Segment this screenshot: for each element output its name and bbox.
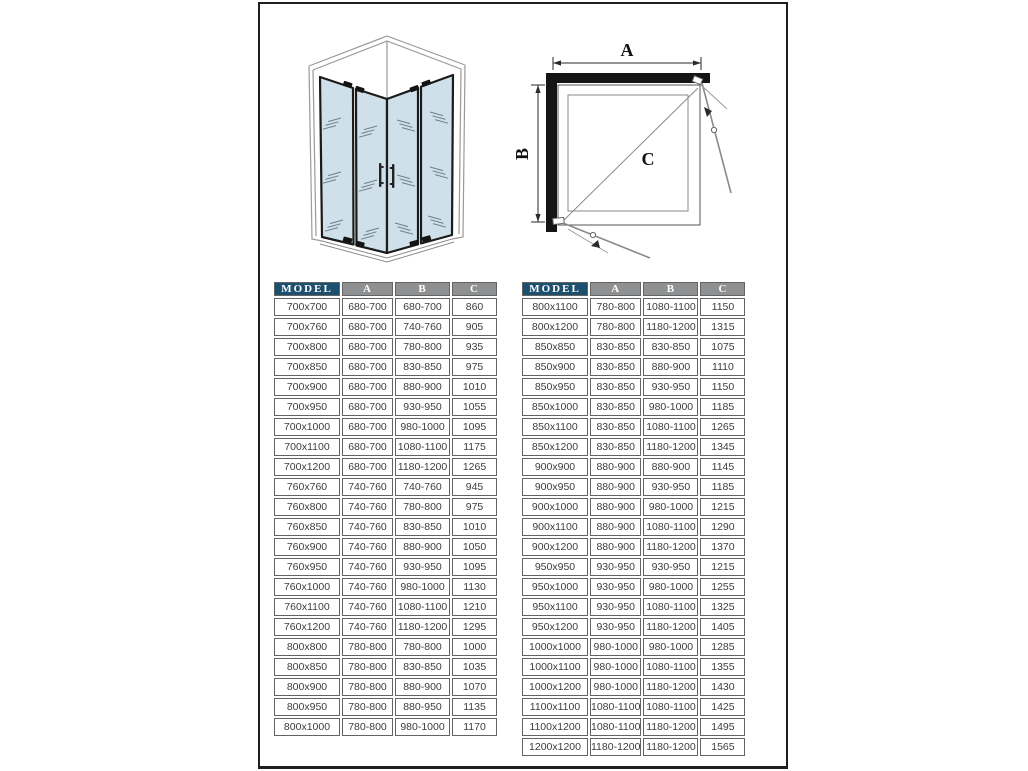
col-b-cell: 1080-1100 (643, 518, 698, 536)
col-b-cell: 1180-1200 (643, 738, 698, 756)
col-c-cell: 935 (452, 338, 497, 356)
col-a-cell: 680-700 (342, 438, 393, 456)
col-c-cell: 975 (452, 358, 497, 376)
model-cell: 700x800 (274, 338, 340, 356)
col-c-cell: 1425 (700, 698, 745, 716)
model-cell: 760x1100 (274, 598, 340, 616)
model-cell: 760x950 (274, 558, 340, 576)
col-a-cell: 780-800 (342, 638, 393, 656)
col-c-cell: 1215 (700, 498, 745, 516)
size-row (522, 598, 745, 616)
size-row (274, 338, 497, 356)
col-c-cell: 1285 (700, 638, 745, 656)
col-a-cell: 930-950 (590, 558, 641, 576)
model-cell: 850x1200 (522, 438, 588, 456)
size-row (522, 738, 745, 756)
col-b-cell: 1080-1100 (643, 298, 698, 316)
size-row (274, 318, 497, 336)
size-row (522, 538, 745, 556)
col-header-model: MODEL (522, 282, 588, 296)
col-c-cell: 1145 (700, 458, 745, 476)
left-outer-panel (320, 77, 354, 245)
size-row (274, 658, 497, 676)
col-a-cell: 780-800 (342, 718, 393, 736)
col-b-cell: 930-950 (395, 558, 450, 576)
col-c-cell: 1055 (452, 398, 497, 416)
col-a-cell: 1080-1100 (590, 718, 641, 736)
col-b-cell: 980-1000 (395, 718, 450, 736)
col-b-cell: 930-950 (643, 478, 698, 496)
col-c-cell: 1345 (700, 438, 745, 456)
size-row (522, 518, 745, 536)
tray-outline (568, 95, 688, 211)
col-c-cell: 1010 (452, 378, 497, 396)
col-a-cell: 740-760 (342, 538, 393, 556)
model-cell: 1000x1100 (522, 658, 588, 676)
model-cell: 850x900 (522, 358, 588, 376)
size-row (274, 638, 497, 656)
col-b-cell: 1180-1200 (643, 678, 698, 696)
col-b-cell: 880-950 (395, 698, 450, 716)
col-header-a: A (342, 282, 393, 296)
col-a-cell: 980-1000 (590, 678, 641, 696)
col-a-cell: 680-700 (342, 338, 393, 356)
model-cell: 1200x1200 (522, 738, 588, 756)
dimension-b (512, 85, 545, 222)
size-row (274, 458, 497, 476)
col-c-cell: 1315 (700, 318, 745, 336)
col-a-cell: 680-700 (342, 358, 393, 376)
model-cell: 760x1200 (274, 618, 340, 636)
col-b-cell: 740-760 (395, 478, 450, 496)
col-b-cell: 1180-1200 (643, 718, 698, 736)
col-b-cell: 1180-1200 (643, 438, 698, 456)
col-a-cell: 880-900 (590, 458, 641, 476)
col-a-cell: 740-760 (342, 518, 393, 536)
col-a-cell: 1180-1200 (590, 738, 641, 756)
size-row (274, 618, 497, 636)
model-cell: 1100x1200 (522, 718, 588, 736)
model-cell: 800x1100 (522, 298, 588, 316)
col-b-cell: 1180-1200 (643, 618, 698, 636)
model-cell: 950x1000 (522, 578, 588, 596)
col-a-cell: 780-800 (342, 658, 393, 676)
size-row (274, 358, 497, 376)
col-a-cell: 780-800 (590, 298, 641, 316)
model-cell: 900x1200 (522, 538, 588, 556)
col-a-cell: 830-850 (590, 438, 641, 456)
col-a-cell: 830-850 (590, 378, 641, 396)
col-c-cell: 1135 (452, 698, 497, 716)
model-cell: 760x850 (274, 518, 340, 536)
col-c-cell: 1070 (452, 678, 497, 696)
size-row (522, 658, 745, 676)
col-c-cell: 1185 (700, 478, 745, 496)
col-header-model: MODEL (274, 282, 340, 296)
model-cell: 900x900 (522, 458, 588, 476)
label-b: B (512, 147, 532, 161)
col-a-cell: 830-850 (590, 418, 641, 436)
col-b-cell: 930-950 (643, 378, 698, 396)
col-a-cell: 930-950 (590, 618, 641, 636)
col-a-cell: 830-850 (590, 398, 641, 416)
col-c-cell: 1265 (700, 418, 745, 436)
shower-enclosure-isometric-drawing (280, 22, 500, 268)
size-row (522, 618, 745, 636)
col-a-cell: 880-900 (590, 538, 641, 556)
col-c-cell: 1255 (700, 578, 745, 596)
col-b-cell: 780-800 (395, 338, 450, 356)
size-row (522, 698, 745, 716)
size-row (522, 498, 745, 516)
col-c-cell: 1150 (700, 378, 745, 396)
size-row (274, 718, 497, 736)
size-row (274, 598, 497, 616)
col-a-cell: 740-760 (342, 478, 393, 496)
model-cell: 900x1000 (522, 498, 588, 516)
col-c-cell: 1325 (700, 598, 745, 616)
col-c-cell: 1405 (700, 618, 745, 636)
col-b-cell: 1080-1100 (395, 598, 450, 616)
col-c-cell: 1215 (700, 558, 745, 576)
col-c-cell: 1110 (700, 358, 745, 376)
label-c: C (641, 149, 655, 169)
diagonal-line (563, 88, 698, 221)
col-c-cell: 945 (452, 478, 497, 496)
size-row (274, 678, 497, 696)
col-b-cell: 1180-1200 (395, 458, 450, 476)
size-row (522, 378, 745, 396)
col-b-cell: 1080-1100 (643, 658, 698, 676)
col-b-cell: 830-850 (643, 338, 698, 356)
col-c-cell: 1035 (452, 658, 497, 676)
col-a-cell: 680-700 (342, 298, 393, 316)
col-b-cell: 1080-1100 (643, 598, 698, 616)
col-b-cell: 930-950 (643, 558, 698, 576)
size-row (274, 698, 497, 716)
model-cell: 850x1100 (522, 418, 588, 436)
door-swing-bottom-left (553, 217, 650, 258)
col-c-cell: 1130 (452, 578, 497, 596)
model-cell: 950x950 (522, 558, 588, 576)
right-table-body (522, 298, 745, 756)
size-row (274, 298, 497, 316)
col-a-cell: 880-900 (590, 478, 641, 496)
col-b-cell: 1080-1100 (643, 418, 698, 436)
size-row (522, 578, 745, 596)
size-row (274, 578, 497, 596)
col-a-cell: 930-950 (590, 598, 641, 616)
col-a-cell: 740-760 (342, 598, 393, 616)
model-cell: 760x1000 (274, 578, 340, 596)
col-b-cell: 980-1000 (643, 498, 698, 516)
col-b-cell: 880-900 (643, 358, 698, 376)
model-cell: 1100x1100 (522, 698, 588, 716)
col-c-cell: 1175 (452, 438, 497, 456)
col-a-cell: 980-1000 (590, 658, 641, 676)
col-b-cell: 930-950 (395, 398, 450, 416)
col-b-cell: 1180-1200 (395, 618, 450, 636)
model-cell: 800x850 (274, 658, 340, 676)
glass-panels (320, 75, 453, 253)
col-c-cell: 905 (452, 318, 497, 336)
col-a-cell: 740-760 (342, 558, 393, 576)
col-b-cell: 880-900 (395, 678, 450, 696)
size-row (274, 538, 497, 556)
model-cell: 700x850 (274, 358, 340, 376)
col-c-cell: 1170 (452, 718, 497, 736)
col-a-cell: 880-900 (590, 498, 641, 516)
col-b-cell: 980-1000 (395, 418, 450, 436)
top-wall (550, 73, 710, 83)
left-inner-panel (356, 89, 387, 253)
col-b-cell: 780-800 (395, 498, 450, 516)
model-cell: 850x850 (522, 338, 588, 356)
col-b-cell: 740-760 (395, 318, 450, 336)
col-c-cell: 1565 (700, 738, 745, 756)
top-view-dimension-schematic (505, 25, 760, 270)
col-c-cell: 1050 (452, 538, 497, 556)
col-b-cell: 980-1000 (643, 578, 698, 596)
col-b-cell: 1080-1100 (395, 438, 450, 456)
size-row (274, 498, 497, 516)
size-row (522, 638, 745, 656)
size-table-right (520, 280, 747, 758)
col-b-cell: 830-850 (395, 358, 450, 376)
model-cell: 1000x1000 (522, 638, 588, 656)
col-header-a: A (590, 282, 641, 296)
col-a-cell: 680-700 (342, 418, 393, 436)
col-a-cell: 830-850 (590, 358, 641, 376)
col-a-cell: 830-850 (590, 338, 641, 356)
col-b-cell: 1080-1100 (643, 698, 698, 716)
size-row (274, 518, 497, 536)
col-a-cell: 680-700 (342, 318, 393, 336)
size-row (274, 558, 497, 576)
size-row (522, 458, 745, 476)
col-b-cell: 830-850 (395, 658, 450, 676)
size-table-left (272, 280, 499, 738)
model-cell: 800x900 (274, 678, 340, 696)
col-b-cell: 1180-1200 (643, 318, 698, 336)
size-row (522, 338, 745, 356)
size-row (274, 378, 497, 396)
model-cell: 800x800 (274, 638, 340, 656)
col-a-cell: 780-800 (342, 678, 393, 696)
size-row (522, 318, 745, 336)
col-b-cell: 880-900 (395, 538, 450, 556)
col-b-cell: 830-850 (395, 518, 450, 536)
model-cell: 700x1000 (274, 418, 340, 436)
col-a-cell: 680-700 (342, 458, 393, 476)
size-row (522, 298, 745, 316)
model-cell: 800x1200 (522, 318, 588, 336)
col-a-cell: 980-1000 (590, 638, 641, 656)
header-row (274, 282, 497, 296)
model-cell: 1000x1200 (522, 678, 588, 696)
model-cell: 700x700 (274, 298, 340, 316)
col-b-cell: 880-900 (643, 458, 698, 476)
col-b-cell: 780-800 (395, 638, 450, 656)
col-a-cell: 780-800 (590, 318, 641, 336)
col-c-cell: 1355 (700, 658, 745, 676)
col-c-cell: 1290 (700, 518, 745, 536)
model-cell: 760x800 (274, 498, 340, 516)
door-swing-top-right (692, 76, 731, 193)
size-row (522, 398, 745, 416)
enclosure-outline (558, 85, 700, 225)
model-cell: 760x900 (274, 538, 340, 556)
model-cell: 700x900 (274, 378, 340, 396)
col-b-cell: 680-700 (395, 298, 450, 316)
col-a-cell: 930-950 (590, 578, 641, 596)
col-a-cell: 680-700 (342, 398, 393, 416)
col-a-cell: 740-760 (342, 578, 393, 596)
model-cell: 950x1200 (522, 618, 588, 636)
model-cell: 900x1100 (522, 518, 588, 536)
col-a-cell: 880-900 (590, 518, 641, 536)
col-b-cell: 980-1000 (643, 398, 698, 416)
dimension-a (553, 40, 701, 70)
col-c-cell: 1150 (700, 298, 745, 316)
col-b-cell: 980-1000 (643, 638, 698, 656)
model-cell: 900x950 (522, 478, 588, 496)
col-c-cell: 975 (452, 498, 497, 516)
model-cell: 700x950 (274, 398, 340, 416)
col-header-c: C (452, 282, 497, 296)
col-header-c: C (700, 282, 745, 296)
model-cell: 800x950 (274, 698, 340, 716)
col-b-cell: 880-900 (395, 378, 450, 396)
col-c-cell: 860 (452, 298, 497, 316)
left-table-body (274, 298, 497, 736)
col-a-cell: 740-760 (342, 498, 393, 516)
size-row (522, 418, 745, 436)
size-row (274, 418, 497, 436)
col-c-cell: 1295 (452, 618, 497, 636)
col-c-cell: 1000 (452, 638, 497, 656)
col-c-cell: 1370 (700, 538, 745, 556)
size-row (522, 718, 745, 736)
col-a-cell: 780-800 (342, 698, 393, 716)
col-c-cell: 1210 (452, 598, 497, 616)
size-row (274, 398, 497, 416)
col-c-cell: 1010 (452, 518, 497, 536)
model-cell: 700x1100 (274, 438, 340, 456)
col-c-cell: 1185 (700, 398, 745, 416)
col-c-cell: 1095 (452, 558, 497, 576)
size-row (274, 478, 497, 496)
size-row (522, 358, 745, 376)
col-a-cell: 680-700 (342, 378, 393, 396)
model-cell: 760x760 (274, 478, 340, 496)
col-a-cell: 1080-1100 (590, 698, 641, 716)
col-c-cell: 1430 (700, 678, 745, 696)
col-b-cell: 980-1000 (395, 578, 450, 596)
model-cell: 850x950 (522, 378, 588, 396)
col-b-cell: 1180-1200 (643, 538, 698, 556)
size-row (522, 678, 745, 696)
model-cell: 950x1100 (522, 598, 588, 616)
col-c-cell: 1075 (700, 338, 745, 356)
size-row (522, 558, 745, 576)
left-wall (546, 73, 557, 232)
col-header-b: B (395, 282, 450, 296)
model-cell: 700x1200 (274, 458, 340, 476)
header-row (522, 282, 745, 296)
size-row (522, 478, 745, 496)
model-cell: 800x1000 (274, 718, 340, 736)
col-c-cell: 1495 (700, 718, 745, 736)
model-cell: 700x760 (274, 318, 340, 336)
col-header-b: B (643, 282, 698, 296)
model-cell: 850x1000 (522, 398, 588, 416)
size-row (274, 438, 497, 456)
size-row (522, 438, 745, 456)
col-a-cell: 740-760 (342, 618, 393, 636)
col-c-cell: 1265 (452, 458, 497, 476)
col-c-cell: 1095 (452, 418, 497, 436)
label-a: A (620, 40, 634, 60)
